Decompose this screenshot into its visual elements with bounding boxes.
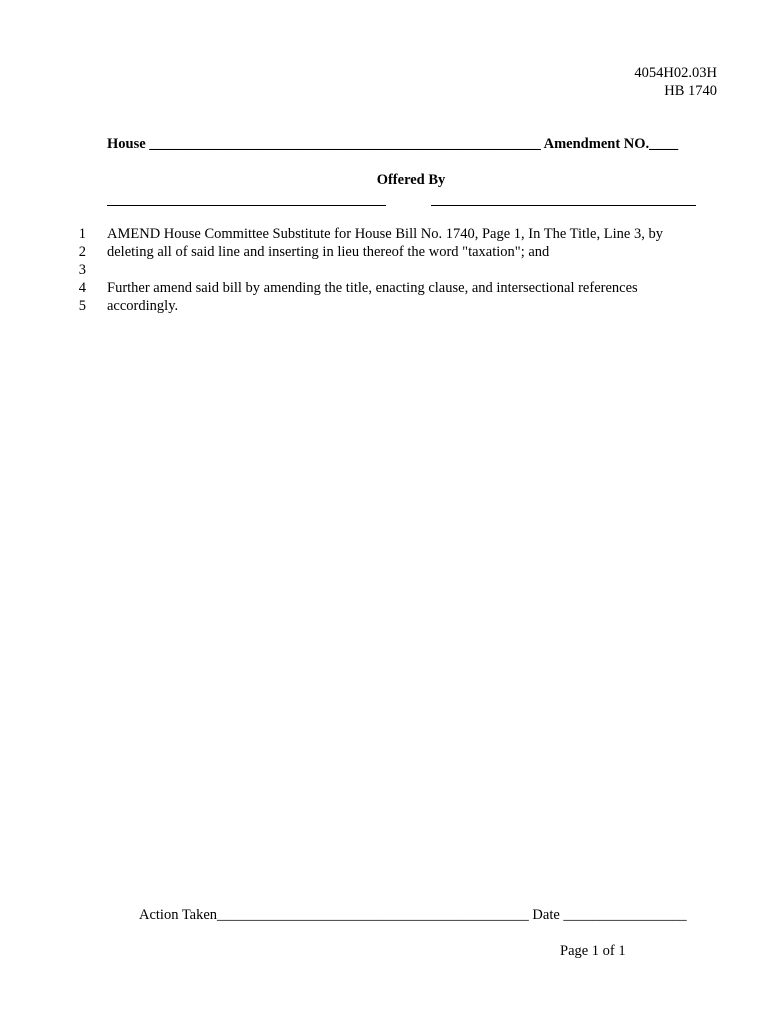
line-number: 3: [78, 262, 86, 278]
offered-by-signature-line-right: [431, 205, 696, 206]
body-line: Further amend said bill by amending the title, enacting clause, and intersectional references: [107, 280, 638, 296]
offered-by-signature-line-left: [107, 205, 386, 206]
bill-number: HB 1740: [664, 83, 717, 99]
body-line: AMEND House Committee Substitute for House Bill No. 1740, Page 1, In The Title, Line 3, by: [107, 226, 663, 242]
body-line: accordingly.: [107, 298, 179, 314]
body-line: deleting all of said line and inserting in lieu thereof the word "taxation"; and: [107, 244, 550, 260]
action-taken-line: Action Taken___________________________________________ Date _________________: [139, 907, 687, 923]
line-number: 2: [78, 244, 86, 260]
line-number: 5: [78, 298, 86, 314]
document-code: 4054H02.03H: [634, 65, 717, 81]
line-number: 1: [78, 226, 86, 242]
line-number: 4: [78, 280, 86, 296]
offered-by-label: Offered By: [376, 172, 446, 188]
house-amendment-line: House ______________________________________________________ Amendment NO.____: [107, 136, 679, 152]
page-number: Page 1 of 1: [560, 943, 626, 959]
